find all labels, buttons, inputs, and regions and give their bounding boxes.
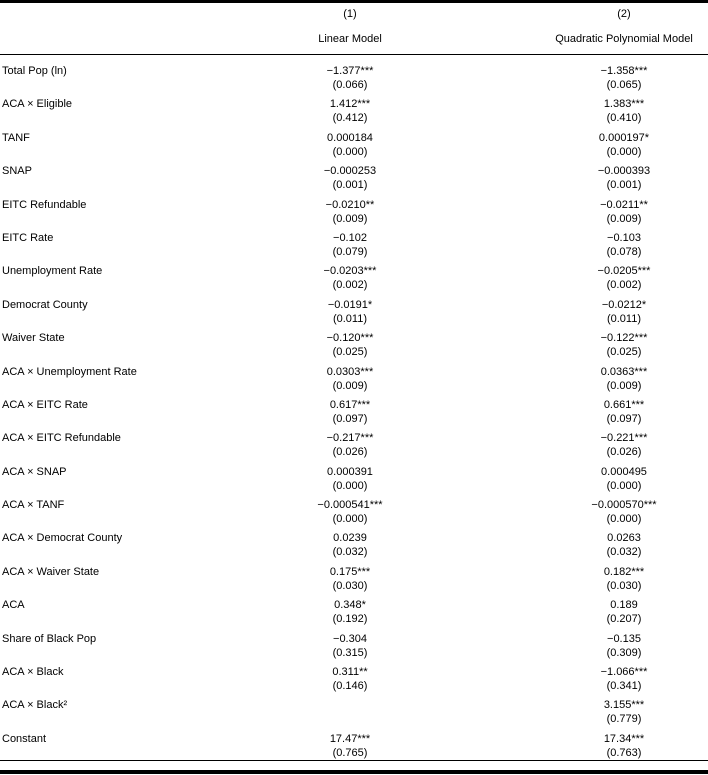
model2-cell [540,164,708,192]
header-label-spacer [0,8,280,46]
variable-label: ACA × EITC Refundable [2,432,121,445]
variable-label: Democrat County [2,298,88,311]
model2-cell [540,97,708,125]
model1-coefficient: −0.120*** [326,332,374,345]
variable-label: SNAP [2,165,32,178]
column-gap-spacer [420,198,540,226]
model2-std-error: (0.025) [606,346,642,359]
model1-std-error: (0.192) [332,613,368,626]
model2-std-error: (0.009) [606,379,642,392]
model1-cell [280,365,420,393]
variable-label: ACA × TANF [2,499,65,512]
model1-cell [280,198,420,226]
model2-std-error: (0.065) [606,79,642,91]
model1-std-error: (0.000) [332,145,368,158]
table-row [0,92,708,125]
model2-std-error: (0.011) [606,312,642,325]
model2-std-error: (0.410) [606,112,642,125]
model1-cell [280,431,420,459]
model2-cell [540,732,708,760]
model1-cell [280,398,420,426]
model2-cell [540,231,708,259]
model1-coefficient: 0.000391 [327,465,373,478]
model2-coefficient: −0.0211** [600,198,648,211]
table-row [0,627,708,660]
model2-std-error: (0.341) [606,680,642,693]
model2-coefficient: 0.182*** [603,565,645,578]
column-gap-spacer [420,398,540,426]
table-row [0,693,708,726]
model1-coefficient: 0.000184 [327,131,373,144]
model1-std-error: (0.030) [332,579,368,592]
model2-std-error: (0.001) [606,179,642,192]
model2-cell [540,598,708,626]
model2-coefficient: −0.135 [607,632,641,645]
table-row [0,360,708,393]
model1-std-error: (0.765) [332,746,368,759]
column-gap-spacer [420,264,540,292]
model2-cell [540,465,708,493]
model2-std-error: (0.026) [606,446,642,459]
model1-coefficient: 0.617*** [329,398,371,411]
variable-label: Share of Black Pop [2,632,97,645]
table-row [0,460,708,493]
column-gap-spacer [420,465,540,493]
model2-coefficient: −0.0212* [601,298,647,311]
model1-coefficient: −0.217*** [326,432,374,445]
model1-cell [280,331,420,359]
variable-label: TANF [2,131,30,144]
model2-coefficient: −0.103 [607,231,641,244]
column-gap-spacer [420,431,540,459]
model1-coefficient: −0.0203*** [323,265,377,278]
model1-coefficient: −0.000541*** [317,499,383,512]
table-row [0,660,708,693]
model1-std-error: (0.097) [332,412,368,425]
column-gap-spacer [420,64,540,92]
column-gap-spacer [420,8,540,46]
model1-cell [280,732,420,760]
column-gap-spacer [420,131,540,159]
model1-std-error: (0.000) [332,479,368,492]
variable-label: ACA × SNAP [2,465,67,478]
model2-std-error: (0.000) [606,513,642,526]
model1-cell [280,298,420,326]
model1-std-error: (0.009) [332,212,368,225]
model2-std-error: (0.207) [606,613,642,626]
model1-std-error: (0.001) [332,179,368,192]
variable-label: ACA × Democrat County [2,532,123,545]
model2-cell [540,531,708,559]
model2-coefficient: 1.383*** [603,98,645,111]
model2-std-error: (0.032) [606,546,642,559]
model2-coefficient: −0.0205*** [597,265,651,278]
column-2-number: (2) [617,8,631,20]
model1-std-error: (0.032) [332,546,368,559]
model2-cell [540,431,708,459]
model1-cell [280,264,420,292]
column-gap-spacer [420,732,540,760]
model2-coefficient: 0.189 [610,599,638,612]
model1-std-error: (0.066) [332,79,368,91]
table-row [0,727,708,760]
column-gap-spacer [420,231,540,259]
model1-std-error: (0.025) [332,346,368,359]
model1-coefficient: 0.348* [334,599,366,612]
model2-cell [540,498,708,526]
variable-label: ACA [2,599,25,612]
column-gap-spacer [420,331,540,359]
model2-cell [540,298,708,326]
model2-coefficient: 0.000197* [598,131,650,144]
model2-coefficient: −0.000393 [597,165,651,178]
model2-cell [540,64,708,92]
column-1-header [280,8,420,46]
variable-label: EITC Refundable [2,198,87,211]
column-gap-spacer [420,565,540,593]
model1-coefficient: −1.377*** [326,65,374,77]
model1-std-error: (0.026) [332,446,368,459]
column-gap-spacer [420,365,540,393]
model2-cell [540,131,708,159]
model1-coefficient: 0.175*** [329,565,371,578]
model1-cell [280,131,420,159]
model1-coefficient: −0.000253 [323,165,377,178]
column-gap-spacer [420,498,540,526]
model2-coefficient: 0.661*** [603,398,645,411]
table-row [0,393,708,426]
variable-label: ACA × Unemployment Rate [2,365,137,378]
model2-coefficient: −1.066*** [600,666,648,679]
model2-coefficient: 17.34*** [603,732,645,745]
model2-coefficient: 0.000495 [601,465,647,478]
model1-std-error: (0.412) [332,112,368,125]
model2-cell [540,198,708,226]
model2-coefficient: 3.155*** [603,699,645,712]
variable-label: ACA × Waiver State [2,565,100,578]
model1-cell [280,64,420,92]
model2-cell [540,665,708,693]
model1-cell [280,598,420,626]
model1-std-error: (0.002) [332,279,368,292]
model1-coefficient: 17.47*** [329,732,371,745]
model1-cell [280,665,420,693]
model2-std-error: (0.779) [606,713,642,726]
model2-std-error: (0.000) [606,145,642,158]
model1-cell [280,164,420,192]
variable-label: ACA × EITC Rate [2,398,88,411]
table-body [0,55,708,761]
table-header [0,3,708,55]
model1-coefficient: −0.0191* [327,298,373,311]
model1-coefficient: 0.311** [332,666,368,679]
model1-coefficient: −0.102 [333,231,367,244]
model2-std-error: (0.097) [606,412,642,425]
model2-coefficient: −0.000570*** [591,499,657,512]
table-row [0,326,708,359]
model1-cell [280,465,420,493]
table-row [0,593,708,626]
model1-std-error: (0.315) [332,646,368,659]
model2-std-error: (0.000) [606,479,642,492]
model1-std-error: (0.146) [332,680,368,693]
variable-label: EITC Rate [2,231,54,244]
model1-cell [280,97,420,125]
column-gap-spacer [420,97,540,125]
model1-std-error: (0.009) [332,379,368,392]
model1-coefficient: −0.304 [333,632,367,645]
model1-cell [280,531,420,559]
column-gap-spacer [420,698,540,726]
model2-std-error: (0.309) [606,646,642,659]
column-gap-spacer [420,298,540,326]
model1-coefficient: 1.412*** [329,98,371,111]
column-gap-spacer [420,164,540,192]
model2-coefficient: −1.358*** [600,65,648,77]
model1-coefficient: −0.0210** [325,198,375,211]
model1-cell [280,565,420,593]
model1-cell [280,632,420,660]
table-row [0,59,708,92]
model2-std-error: (0.078) [606,245,642,258]
table-row [0,226,708,259]
table-row [0,526,708,559]
model1-coefficient: 0.0303*** [326,365,374,378]
model1-cell [280,231,420,259]
variable-label: Waiver State [2,332,65,345]
model1-std-error: (0.079) [332,245,368,258]
model1-std-error [280,712,420,726]
model1-coefficient [280,698,420,712]
column-2-header [540,8,708,46]
column-gap-spacer [420,632,540,660]
column-1-number: (1) [343,8,357,20]
model2-coefficient: 0.0263 [607,532,641,545]
variable-label: Constant [2,732,47,745]
variable-label: ACA × Eligible [2,98,73,111]
table-row [0,159,708,192]
model2-coefficient: −0.221*** [600,432,648,445]
model1-std-error: (0.000) [332,513,368,526]
model1-std-error: (0.011) [332,312,368,325]
column-gap-spacer [420,665,540,693]
model2-cell [540,331,708,359]
variable-label: ACA × Black² [2,699,68,712]
model1-cell [280,698,420,726]
table-bottom-rule [0,770,708,774]
model2-std-error: (0.030) [606,579,642,592]
model2-cell [540,398,708,426]
model2-cell [540,264,708,292]
column-1-title: Linear Model [318,33,382,45]
model2-std-error: (0.009) [606,212,642,225]
model2-coefficient: −0.122*** [600,332,648,345]
model2-coefficient: 0.0363*** [600,365,648,378]
column-gap-spacer [420,598,540,626]
table-row [0,293,708,326]
variable-label: Total Pop (ln) [2,65,67,77]
model2-cell [540,698,708,726]
model2-cell [540,365,708,393]
table-row [0,560,708,593]
table-row [0,193,708,226]
table-row [0,426,708,459]
variable-label: ACA × Black [2,666,64,679]
column-gap-spacer [420,531,540,559]
model2-std-error: (0.002) [606,279,642,292]
column-2-title: Quadratic Polynomial Model [555,33,693,45]
variable-label: Unemployment Rate [2,265,103,278]
model1-coefficient: 0.0239 [333,532,367,545]
model2-cell [540,565,708,593]
table-row [0,493,708,526]
table-row [0,259,708,292]
model1-cell [280,498,420,526]
table-row [0,126,708,159]
model2-std-error: (0.763) [606,746,642,759]
model2-cell [540,632,708,660]
